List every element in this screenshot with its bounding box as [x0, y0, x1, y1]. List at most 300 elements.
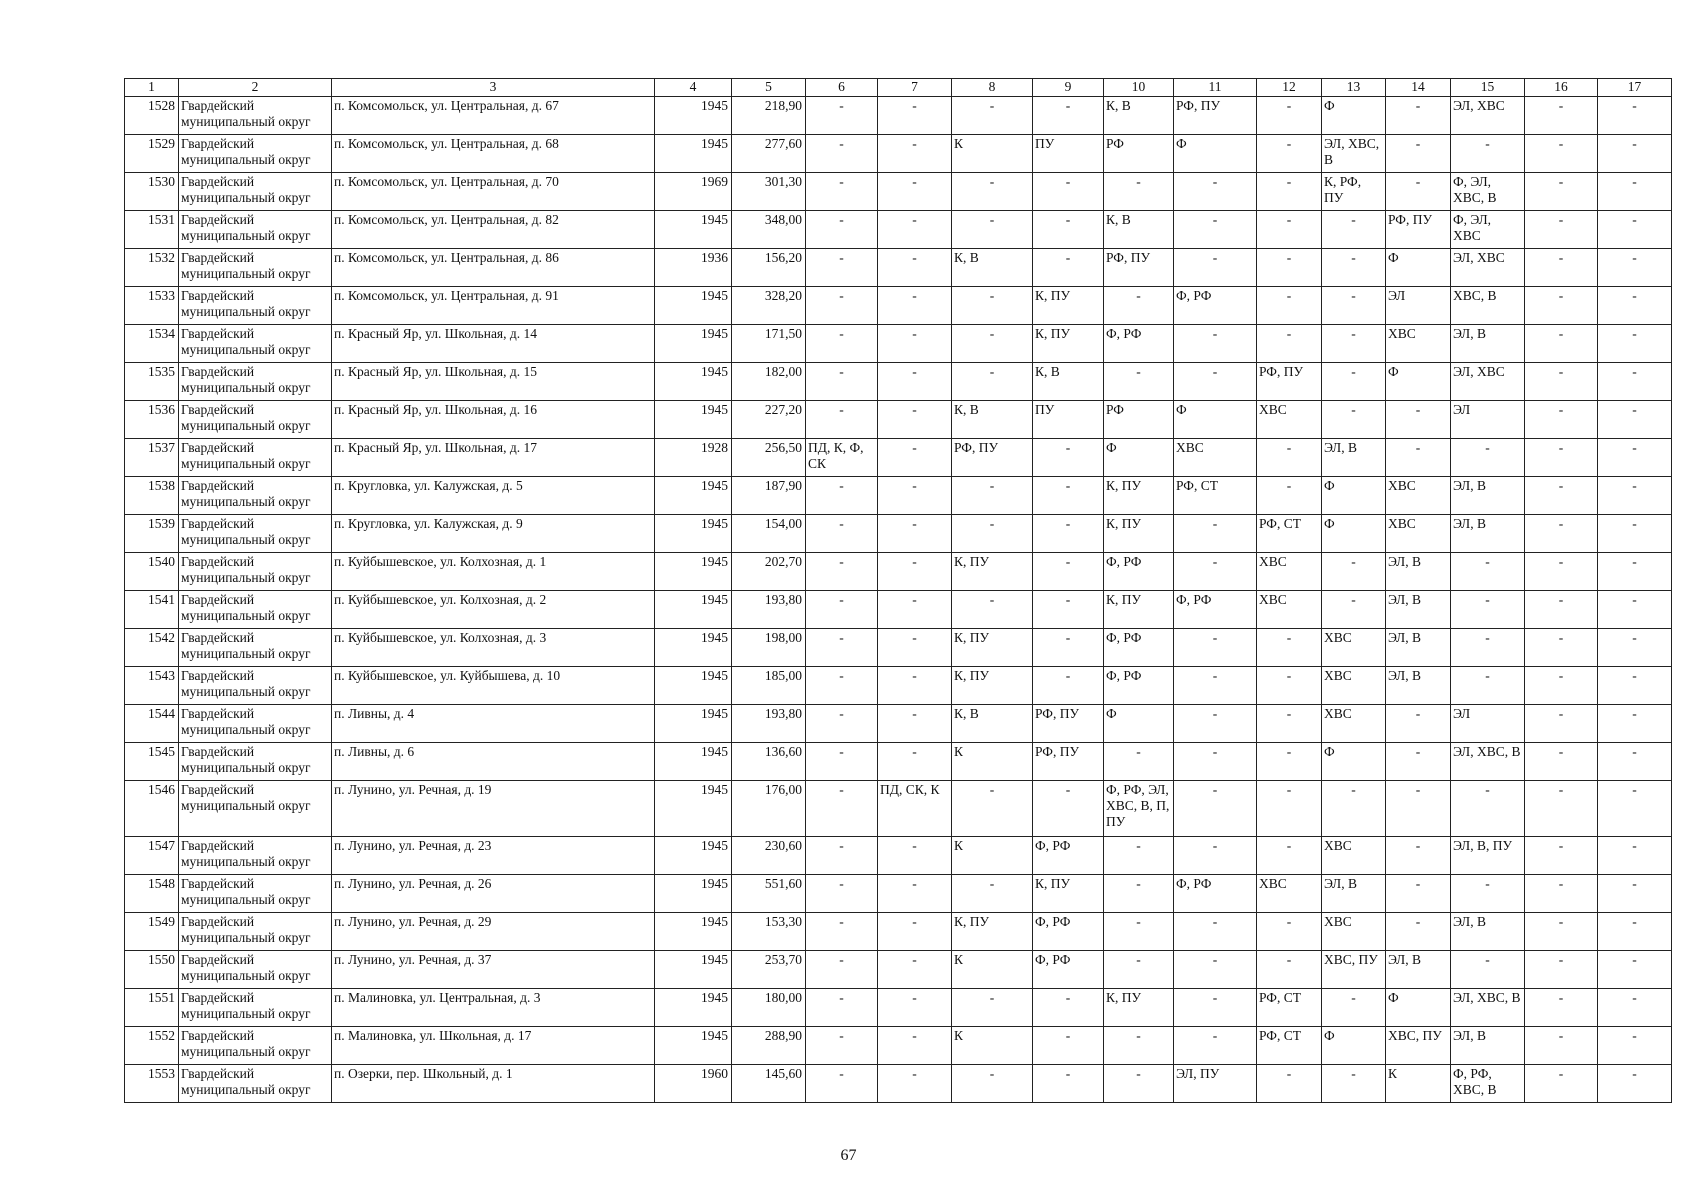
table-cell-col-3: п. Комсомольск, ул. Центральная, д. 70 [332, 173, 655, 211]
table-cell-col-12: - [1257, 211, 1322, 249]
table-cell-col-3: п. Комсомольск, ул. Центральная, д. 68 [332, 135, 655, 173]
table-cell-col-16: - [1525, 989, 1598, 1027]
table-cell-col-4: 1945 [655, 837, 732, 875]
table-cell-col-13: - [1322, 781, 1386, 837]
table-cell-col-11: - [1174, 781, 1257, 837]
table-cell-col-5: 198,00 [732, 629, 806, 667]
table-cell-col-12: - [1257, 667, 1322, 705]
table-cell-col-17: - [1598, 591, 1672, 629]
table-cell-col-9: Ф, РФ [1033, 913, 1104, 951]
table-cell-col-16: - [1525, 401, 1598, 439]
table-cell-col-1: 1530 [125, 173, 179, 211]
table-cell-col-15: ЭЛ, В [1451, 477, 1525, 515]
table-cell-col-13: - [1322, 249, 1386, 287]
table-cell-col-5: 182,00 [732, 363, 806, 401]
table-cell-col-15: ХВС, В [1451, 287, 1525, 325]
table-cell-col-8: - [952, 97, 1033, 135]
table-cell-col-6: - [806, 951, 878, 989]
table-row [125, 667, 1672, 705]
table-cell-col-6: - [806, 135, 878, 173]
table-cell-col-10: К, ПУ [1104, 515, 1174, 553]
table-cell-col-10: - [1104, 287, 1174, 325]
table-cell-col-7: - [878, 913, 952, 951]
table-cell-col-12: - [1257, 173, 1322, 211]
table-cell-col-9: - [1033, 439, 1104, 477]
table-cell-col-14: ЭЛ, В [1386, 591, 1451, 629]
column-header-17: 17 [1598, 79, 1672, 97]
table-cell-col-10: К, ПУ [1104, 477, 1174, 515]
table-cell-col-7: - [878, 629, 952, 667]
table-cell-col-6: - [806, 401, 878, 439]
table-cell-col-13: ХВС [1322, 705, 1386, 743]
table-cell-col-12: - [1257, 1065, 1322, 1103]
table-cell-col-8: - [952, 781, 1033, 837]
table-cell-col-9: - [1033, 97, 1104, 135]
table-cell-col-8: К, ПУ [952, 913, 1033, 951]
table-cell-col-13: К, РФ, ПУ [1322, 173, 1386, 211]
table-cell-col-14: - [1386, 913, 1451, 951]
table-cell-col-6: - [806, 249, 878, 287]
column-header-9: 9 [1033, 79, 1104, 97]
table-cell-col-1: 1537 [125, 439, 179, 477]
table-cell-col-17: - [1598, 705, 1672, 743]
table-cell-col-14: ЭЛ, В [1386, 553, 1451, 591]
table-cell-col-10: К, В [1104, 97, 1174, 135]
table-cell-col-8: - [952, 363, 1033, 401]
table-cell-col-13: ЭЛ, В [1322, 875, 1386, 913]
table-cell-col-3: п. Куйбышевское, ул. Куйбышева, д. 10 [332, 667, 655, 705]
table-row [125, 249, 1672, 287]
table-row [125, 477, 1672, 515]
table-cell-col-11: - [1174, 363, 1257, 401]
table-cell-col-5: 256,50 [732, 439, 806, 477]
table-cell-col-3: п. Кругловка, ул. Калужская, д. 9 [332, 515, 655, 553]
table-cell-col-2: Гвардейский муниципальный округ [179, 97, 332, 135]
table-cell-col-14: Ф [1386, 989, 1451, 1027]
table-cell-col-1: 1547 [125, 837, 179, 875]
table-cell-col-4: 1945 [655, 553, 732, 591]
table-cell-col-14: - [1386, 97, 1451, 135]
table-cell-col-11: - [1174, 913, 1257, 951]
table-cell-col-15: Ф, ЭЛ, ХВС [1451, 211, 1525, 249]
table-cell-col-2: Гвардейский муниципальный округ [179, 989, 332, 1027]
table-cell-col-8: К, В [952, 401, 1033, 439]
column-header-3: 3 [332, 79, 655, 97]
table-cell-col-3: п. Лунино, ул. Речная, д. 26 [332, 875, 655, 913]
table-cell-col-7: - [878, 249, 952, 287]
table-cell-col-6: - [806, 667, 878, 705]
table-cell-col-1: 1528 [125, 97, 179, 135]
table-cell-col-6: - [806, 97, 878, 135]
table-cell-col-4: 1945 [655, 743, 732, 781]
table-cell-col-11: - [1174, 705, 1257, 743]
table-cell-col-17: - [1598, 1065, 1672, 1103]
table-cell-col-16: - [1525, 743, 1598, 781]
table-cell-col-2: Гвардейский муниципальный округ [179, 875, 332, 913]
table-cell-col-16: - [1525, 287, 1598, 325]
table-cell-col-10: К, ПУ [1104, 591, 1174, 629]
table-cell-col-9: ПУ [1033, 401, 1104, 439]
table-row [125, 363, 1672, 401]
table-cell-col-11: - [1174, 515, 1257, 553]
table-cell-col-12: ХВС [1257, 591, 1322, 629]
table-cell-col-5: 187,90 [732, 477, 806, 515]
table-cell-col-2: Гвардейский муниципальный округ [179, 913, 332, 951]
table-cell-col-2: Гвардейский муниципальный округ [179, 173, 332, 211]
table-cell-col-15: ЭЛ, В [1451, 1027, 1525, 1065]
table-cell-col-16: - [1525, 135, 1598, 173]
table-cell-col-2: Гвардейский муниципальный округ [179, 477, 332, 515]
table-cell-col-8: - [952, 875, 1033, 913]
table-cell-col-14: Ф [1386, 249, 1451, 287]
table-cell-col-8: - [952, 515, 1033, 553]
table-cell-col-1: 1549 [125, 913, 179, 951]
table-cell-col-10: - [1104, 837, 1174, 875]
table-cell-col-16: - [1525, 553, 1598, 591]
table-cell-col-2: Гвардейский муниципальный округ [179, 1027, 332, 1065]
table-cell-col-4: 1960 [655, 1065, 732, 1103]
table-cell-col-8: К [952, 1027, 1033, 1065]
table-cell-col-10: - [1104, 1027, 1174, 1065]
table-cell-col-12: ХВС [1257, 875, 1322, 913]
table-cell-col-10: - [1104, 913, 1174, 951]
table-cell-col-12: РФ, СТ [1257, 1027, 1322, 1065]
table-cell-col-14: - [1386, 743, 1451, 781]
table-cell-col-4: 1945 [655, 211, 732, 249]
table-cell-col-15: - [1451, 667, 1525, 705]
table-cell-col-13: ЭЛ, ХВС, В [1322, 135, 1386, 173]
table-cell-col-10: РФ, ПУ [1104, 249, 1174, 287]
table-cell-col-12: - [1257, 781, 1322, 837]
table-cell-col-5: 153,30 [732, 913, 806, 951]
table-cell-col-1: 1541 [125, 591, 179, 629]
table-cell-col-6: - [806, 781, 878, 837]
table-cell-col-11: РФ, СТ [1174, 477, 1257, 515]
table-cell-col-17: - [1598, 1027, 1672, 1065]
table-cell-col-9: К, ПУ [1033, 287, 1104, 325]
table-cell-col-2: Гвардейский муниципальный округ [179, 629, 332, 667]
table-cell-col-16: - [1525, 97, 1598, 135]
table-cell-col-13: - [1322, 401, 1386, 439]
table-cell-col-1: 1553 [125, 1065, 179, 1103]
table-cell-col-4: 1945 [655, 1027, 732, 1065]
table-cell-col-7: - [878, 705, 952, 743]
table-cell-col-7: - [878, 515, 952, 553]
table-cell-col-15: ЭЛ, ХВС [1451, 249, 1525, 287]
table-cell-col-7: - [878, 1027, 952, 1065]
table-cell-col-2: Гвардейский муниципальный округ [179, 951, 332, 989]
table-cell-col-17: - [1598, 951, 1672, 989]
table-cell-col-2: Гвардейский муниципальный округ [179, 401, 332, 439]
table-cell-col-10: - [1104, 173, 1174, 211]
table-cell-col-17: - [1598, 913, 1672, 951]
table-cell-col-10: Ф, РФ [1104, 325, 1174, 363]
table-cell-col-3: п. Озерки, пер. Школьный, д. 1 [332, 1065, 655, 1103]
table-cell-col-7: - [878, 173, 952, 211]
table-row [125, 553, 1672, 591]
table-cell-col-16: - [1525, 951, 1598, 989]
table-cell-col-7: - [878, 97, 952, 135]
table-cell-col-7: - [878, 553, 952, 591]
table-cell-col-11: - [1174, 989, 1257, 1027]
table-cell-col-14: ЭЛ, В [1386, 629, 1451, 667]
table-cell-col-5: 277,60 [732, 135, 806, 173]
column-header-8: 8 [952, 79, 1033, 97]
table-cell-col-15: ЭЛ, В [1451, 515, 1525, 553]
table-cell-col-17: - [1598, 211, 1672, 249]
table-cell-col-13: - [1322, 363, 1386, 401]
table-cell-col-3: п. Ливны, д. 4 [332, 705, 655, 743]
table-cell-col-13: ХВС [1322, 629, 1386, 667]
table-cell-col-1: 1535 [125, 363, 179, 401]
table-cell-col-14: - [1386, 875, 1451, 913]
table-cell-col-11: - [1174, 553, 1257, 591]
column-header-11: 11 [1174, 79, 1257, 97]
table-cell-col-1: 1531 [125, 211, 179, 249]
table-cell-col-4: 1945 [655, 287, 732, 325]
table-cell-col-4: 1928 [655, 439, 732, 477]
table-cell-col-13: - [1322, 325, 1386, 363]
table-cell-col-8: - [952, 1065, 1033, 1103]
table-cell-col-6: - [806, 1065, 878, 1103]
table-row [125, 591, 1672, 629]
table-cell-col-17: - [1598, 287, 1672, 325]
table-cell-col-10: РФ [1104, 135, 1174, 173]
table-cell-col-16: - [1525, 591, 1598, 629]
page-number: 67 [840, 1147, 857, 1164]
table-cell-col-17: - [1598, 249, 1672, 287]
table-cell-col-5: 154,00 [732, 515, 806, 553]
table-cell-col-17: - [1598, 173, 1672, 211]
table-row [125, 913, 1672, 951]
table-cell-col-13: ХВС [1322, 667, 1386, 705]
table-cell-col-3: п. Красный Яр, ул. Школьная, д. 15 [332, 363, 655, 401]
table-cell-col-9: К, ПУ [1033, 875, 1104, 913]
table-row [125, 629, 1672, 667]
table-cell-col-14: Ф [1386, 363, 1451, 401]
table-cell-col-12: - [1257, 951, 1322, 989]
table-cell-col-1: 1544 [125, 705, 179, 743]
table-cell-col-16: - [1525, 211, 1598, 249]
table-cell-col-3: п. Малиновка, ул. Школьная, д. 17 [332, 1027, 655, 1065]
table-cell-col-8: К [952, 837, 1033, 875]
table-cell-col-14: РФ, ПУ [1386, 211, 1451, 249]
table-cell-col-15: - [1451, 135, 1525, 173]
table-cell-col-10: Ф [1104, 439, 1174, 477]
table-cell-col-13: - [1322, 591, 1386, 629]
table-cell-col-7: ПД, СК, К [878, 781, 952, 837]
table-cell-col-9: - [1033, 591, 1104, 629]
table-cell-col-6: - [806, 325, 878, 363]
table-cell-col-17: - [1598, 837, 1672, 875]
table-cell-col-4: 1945 [655, 363, 732, 401]
table-cell-col-15: - [1451, 629, 1525, 667]
table-cell-col-4: 1945 [655, 951, 732, 989]
table-cell-col-14: К [1386, 1065, 1451, 1103]
table-row [125, 781, 1672, 837]
table-cell-col-15: - [1451, 553, 1525, 591]
table-cell-col-13: ХВС, ПУ [1322, 951, 1386, 989]
table-cell-col-9: - [1033, 515, 1104, 553]
table-cell-col-12: - [1257, 287, 1322, 325]
table-cell-col-15: ЭЛ, В [1451, 325, 1525, 363]
table-cell-col-10: Ф [1104, 705, 1174, 743]
table-row [125, 875, 1672, 913]
table-cell-col-1: 1532 [125, 249, 179, 287]
table-cell-col-5: 328,20 [732, 287, 806, 325]
table-cell-col-6: - [806, 875, 878, 913]
table-cell-col-2: Гвардейский муниципальный округ [179, 553, 332, 591]
table-cell-col-17: - [1598, 135, 1672, 173]
table-cell-col-16: - [1525, 913, 1598, 951]
table-cell-col-11: - [1174, 173, 1257, 211]
table-cell-col-16: - [1525, 515, 1598, 553]
table-cell-col-4: 1945 [655, 913, 732, 951]
table-cell-col-5: 180,00 [732, 989, 806, 1027]
table-cell-col-12: - [1257, 743, 1322, 781]
table-cell-col-11: - [1174, 837, 1257, 875]
table-cell-col-14: - [1386, 439, 1451, 477]
table-cell-col-7: - [878, 667, 952, 705]
table-cell-col-5: 176,00 [732, 781, 806, 837]
table-cell-col-14: ХВС [1386, 515, 1451, 553]
table-cell-col-11: - [1174, 951, 1257, 989]
table-cell-col-8: К, ПУ [952, 553, 1033, 591]
table-cell-col-1: 1534 [125, 325, 179, 363]
column-header-6: 6 [806, 79, 878, 97]
table-row [125, 705, 1672, 743]
table-cell-col-12: - [1257, 439, 1322, 477]
table-row [125, 97, 1672, 135]
table-cell-col-7: - [878, 363, 952, 401]
table-cell-col-11: - [1174, 325, 1257, 363]
table-cell-col-8: К [952, 135, 1033, 173]
table-cell-col-4: 1936 [655, 249, 732, 287]
table-cell-col-15: Ф, РФ, ХВС, В [1451, 1065, 1525, 1103]
table-cell-col-2: Гвардейский муниципальный округ [179, 249, 332, 287]
table-cell-col-12: - [1257, 629, 1322, 667]
table-cell-col-1: 1542 [125, 629, 179, 667]
table-cell-col-9: - [1033, 667, 1104, 705]
table-cell-col-5: 156,20 [732, 249, 806, 287]
table-cell-col-12: ХВС [1257, 553, 1322, 591]
table-cell-col-6: - [806, 837, 878, 875]
properties-table [124, 78, 1672, 1103]
table-row [125, 515, 1672, 553]
table-cell-col-2: Гвардейский муниципальный округ [179, 325, 332, 363]
table-cell-col-13: - [1322, 287, 1386, 325]
table-cell-col-3: п. Кругловка, ул. Калужская, д. 5 [332, 477, 655, 515]
table-cell-col-1: 1533 [125, 287, 179, 325]
table-cell-col-8: - [952, 477, 1033, 515]
table-cell-col-2: Гвардейский муниципальный округ [179, 363, 332, 401]
table-cell-col-13: - [1322, 211, 1386, 249]
table-row [125, 135, 1672, 173]
table-cell-col-15: ЭЛ [1451, 705, 1525, 743]
table-cell-col-10: - [1104, 1065, 1174, 1103]
table-cell-col-12: - [1257, 325, 1322, 363]
table-cell-col-11: Ф [1174, 401, 1257, 439]
table-cell-col-5: 202,70 [732, 553, 806, 591]
table-cell-col-12: - [1257, 97, 1322, 135]
table-cell-col-17: - [1598, 515, 1672, 553]
table-cell-col-2: Гвардейский муниципальный округ [179, 515, 332, 553]
table-cell-col-11: Ф, РФ [1174, 875, 1257, 913]
table-cell-col-11: - [1174, 249, 1257, 287]
table-cell-col-1: 1552 [125, 1027, 179, 1065]
table-cell-col-3: п. Ливны, д. 6 [332, 743, 655, 781]
table-cell-col-10: - [1104, 875, 1174, 913]
table-cell-col-13: - [1322, 989, 1386, 1027]
table-cell-col-1: 1550 [125, 951, 179, 989]
table-cell-col-7: - [878, 875, 952, 913]
table-cell-col-13: Ф [1322, 477, 1386, 515]
table-row [125, 325, 1672, 363]
table-cell-col-10: Ф, РФ, ЭЛ, ХВС, В, П, ПУ [1104, 781, 1174, 837]
table-cell-col-2: Гвардейский муниципальный округ [179, 1065, 332, 1103]
table-cell-col-14: - [1386, 781, 1451, 837]
table-cell-col-17: - [1598, 553, 1672, 591]
column-header-5: 5 [732, 79, 806, 97]
table-cell-col-3: п. Комсомольск, ул. Центральная, д. 67 [332, 97, 655, 135]
table-row [125, 173, 1672, 211]
table-cell-col-6: ПД, К, Ф, СК [806, 439, 878, 477]
table-cell-col-4: 1945 [655, 325, 732, 363]
table-cell-col-14: ЭЛ, В [1386, 667, 1451, 705]
table-cell-col-11: - [1174, 1027, 1257, 1065]
table-cell-col-16: - [1525, 249, 1598, 287]
column-header-12: 12 [1257, 79, 1322, 97]
table-cell-col-8: - [952, 211, 1033, 249]
table-cell-col-3: п. Лунино, ул. Речная, д. 19 [332, 781, 655, 837]
table-cell-col-8: - [952, 173, 1033, 211]
table-cell-col-5: 136,60 [732, 743, 806, 781]
table-cell-col-12: ХВС [1257, 401, 1322, 439]
table-cell-col-17: - [1598, 989, 1672, 1027]
table-cell-col-12: - [1257, 477, 1322, 515]
table-cell-col-3: п. Лунино, ул. Речная, д. 37 [332, 951, 655, 989]
table-cell-col-4: 1945 [655, 629, 732, 667]
table-cell-col-5: 551,60 [732, 875, 806, 913]
table-cell-col-2: Гвардейский муниципальный округ [179, 837, 332, 875]
table-cell-col-11: Ф, РФ [1174, 591, 1257, 629]
table-cell-col-15: ЭЛ, ХВС [1451, 363, 1525, 401]
table-cell-col-9: - [1033, 1027, 1104, 1065]
table-cell-col-11: Ф, РФ [1174, 287, 1257, 325]
table-cell-col-7: - [878, 287, 952, 325]
table-cell-col-15: ЭЛ, В [1451, 913, 1525, 951]
table-cell-col-13: Ф [1322, 1027, 1386, 1065]
table-cell-col-12: - [1257, 705, 1322, 743]
table-cell-col-4: 1945 [655, 97, 732, 135]
table-cell-col-8: - [952, 325, 1033, 363]
table-cell-col-17: - [1598, 875, 1672, 913]
table-cell-col-7: - [878, 743, 952, 781]
table-cell-col-9: - [1033, 477, 1104, 515]
table-cell-col-1: 1536 [125, 401, 179, 439]
table-cell-col-2: Гвардейский муниципальный округ [179, 135, 332, 173]
table-cell-col-4: 1945 [655, 477, 732, 515]
table-cell-col-7: - [878, 951, 952, 989]
table-cell-col-7: - [878, 989, 952, 1027]
table-cell-col-17: - [1598, 401, 1672, 439]
table-cell-col-6: - [806, 591, 878, 629]
table-cell-col-2: Гвардейский муниципальный округ [179, 287, 332, 325]
table-cell-col-3: п. Куйбышевское, ул. Колхозная, д. 2 [332, 591, 655, 629]
table-cell-col-8: - [952, 287, 1033, 325]
table-cell-col-9: - [1033, 173, 1104, 211]
table-cell-col-5: 348,00 [732, 211, 806, 249]
